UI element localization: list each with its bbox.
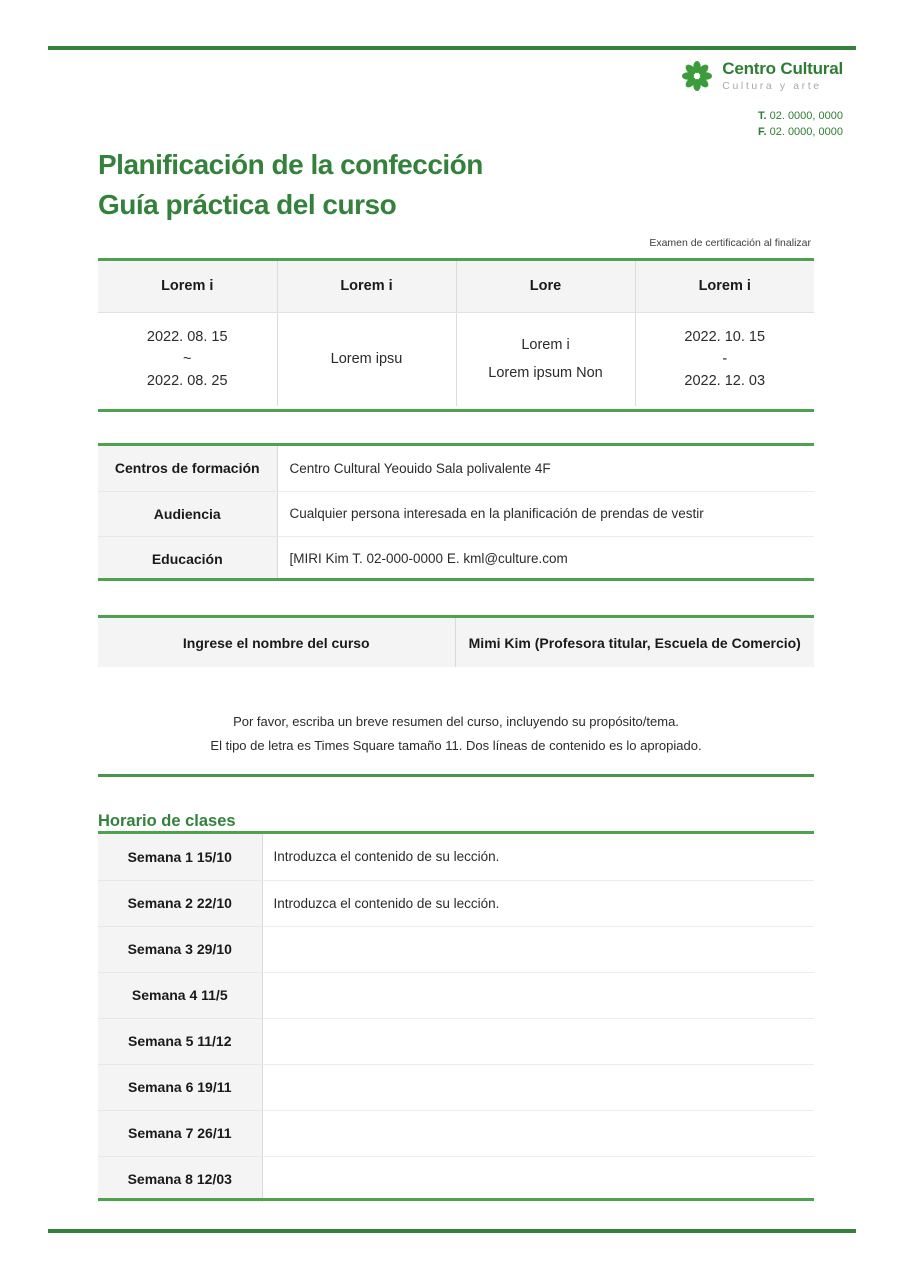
schedule-content-field[interactable] [262,926,814,972]
brand-contact [758,109,843,141]
brand-phone-value: 02. 0000, 0000 [769,110,843,122]
period-cell-line: 2022. 08. 15 [146,328,228,345]
schedule-row [98,972,814,1018]
course-summary [98,710,814,757]
schedule-content-field[interactable] [262,972,814,1018]
period-cell-line: 2022. 12. 03 [684,373,766,390]
schedule-table [98,834,814,1202]
schedule-row [98,1110,814,1156]
course-summary-line-2: El tipo de letra es Times Square tamaño 11. Dos líneas de contenido es lo apropiado. [210,737,702,753]
schedule-week-label: Semana 3 29/10 [98,926,262,972]
info-table [98,446,814,581]
schedule-row [98,1064,814,1110]
brand-phone-line [758,109,843,125]
schedule-row [98,1018,814,1064]
brand-tagline: Cultura y arte [722,80,822,93]
schedule-row [98,926,814,972]
schedule-content-field[interactable]: Introduzca el contenido de su lección. [262,880,814,926]
schedule-section-rule [98,774,814,777]
course-instructor-field[interactable]: Mimi Kim (Profesora titular, Escuela de Comercio) [455,618,814,667]
flower-pinwheel-icon [681,60,713,92]
period-cell-line: ~ [183,351,192,368]
info-table-bottom-rule [98,578,814,581]
schedule-table-bottom-rule [98,1198,814,1201]
schedule-content-field[interactable] [262,1064,814,1110]
brand-row [681,60,843,92]
info-row-label: Audiencia [98,491,277,536]
schedule-row [98,880,814,926]
schedule-content-field[interactable] [262,1018,814,1064]
info-row-label: Educación [98,536,277,581]
period-table [98,261,814,406]
info-table-row [98,491,814,536]
schedule-week-label: Semana 7 26/11 [98,1110,262,1156]
period-header-cell: Lorem i [635,261,814,312]
page-title-line-1: Planificación de la confección [98,148,483,180]
period-cell-line: 2022. 10. 15 [684,328,766,345]
brand-fax-value: 02. 0000, 0000 [769,125,843,138]
period-cell-line: Lorem ipsum Non [488,365,603,382]
period-header-cell: Lorem i [277,261,456,312]
period-cell-line: 2022. 08. 25 [146,373,228,390]
period-cell-2 [277,312,456,406]
schedule-content-field[interactable] [262,1156,814,1202]
schedule-week-label: Semana 5 11/12 [98,1018,262,1064]
brand-fax-label: F. [757,125,767,138]
brand-text [722,60,843,92]
period-cell-4 [635,312,814,406]
schedule-week-label: Semana 1 15/10 [98,834,262,880]
period-header-cell: Lorem i [98,261,277,312]
brand-name: Centro Cultural [722,59,843,79]
certification-note: Examen de certificación al finalizar [649,237,811,249]
period-cell-line: Lorem i [521,336,570,353]
brand-fax-line [758,125,843,141]
course-table [98,618,814,667]
page-title-line-2: Guía práctica del curso [98,189,397,221]
info-row-value[interactable]: Cualquier persona interesada en la planificación de prendas de vestir [277,491,814,536]
course-summary-line-1: Por favor, escriba un breve resumen del curso, incluyendo su propósito/tema. [233,714,679,729]
schedule-week-label: Semana 8 12/03 [98,1156,262,1202]
page-bottom-rule [48,1229,856,1233]
period-cell-line: - [722,351,728,368]
period-header-cell: Lore [456,261,635,312]
schedule-row [98,834,814,880]
schedule-heading: Horario de clases [98,811,236,830]
period-cell-3 [456,312,635,406]
period-table-bottom-rule [98,409,814,412]
schedule-content-field[interactable] [262,1110,814,1156]
course-name-field[interactable]: Ingrese el nombre del curso [98,618,455,667]
schedule-week-label: Semana 4 11/5 [98,972,262,1018]
period-table-header-row [98,261,814,312]
schedule-week-label: Semana 2 22/10 [98,880,262,926]
page-title [98,145,483,226]
course-table-row [98,618,814,667]
info-row-value[interactable]: [MIRI Kim T. 02-000-0000 E. kml@culture.com [277,536,814,581]
period-cell-1 [98,312,277,406]
schedule-week-label: Semana 6 19/11 [98,1064,262,1110]
schedule-row [98,1156,814,1202]
brand-phone-label: T. [757,110,767,122]
info-table-row [98,446,814,491]
info-table-row [98,536,814,581]
brand-block [681,60,843,141]
page-top-rule [48,46,856,50]
info-row-value[interactable]: Centro Cultural Yeouido Sala polivalente 4F [277,446,814,491]
schedule-content-field[interactable]: Introduzca el contenido de su lección. [262,834,814,880]
period-cell-line: Lorem ipsu [330,351,403,368]
info-row-label: Centros de formación [98,446,277,491]
period-table-row [98,312,814,406]
